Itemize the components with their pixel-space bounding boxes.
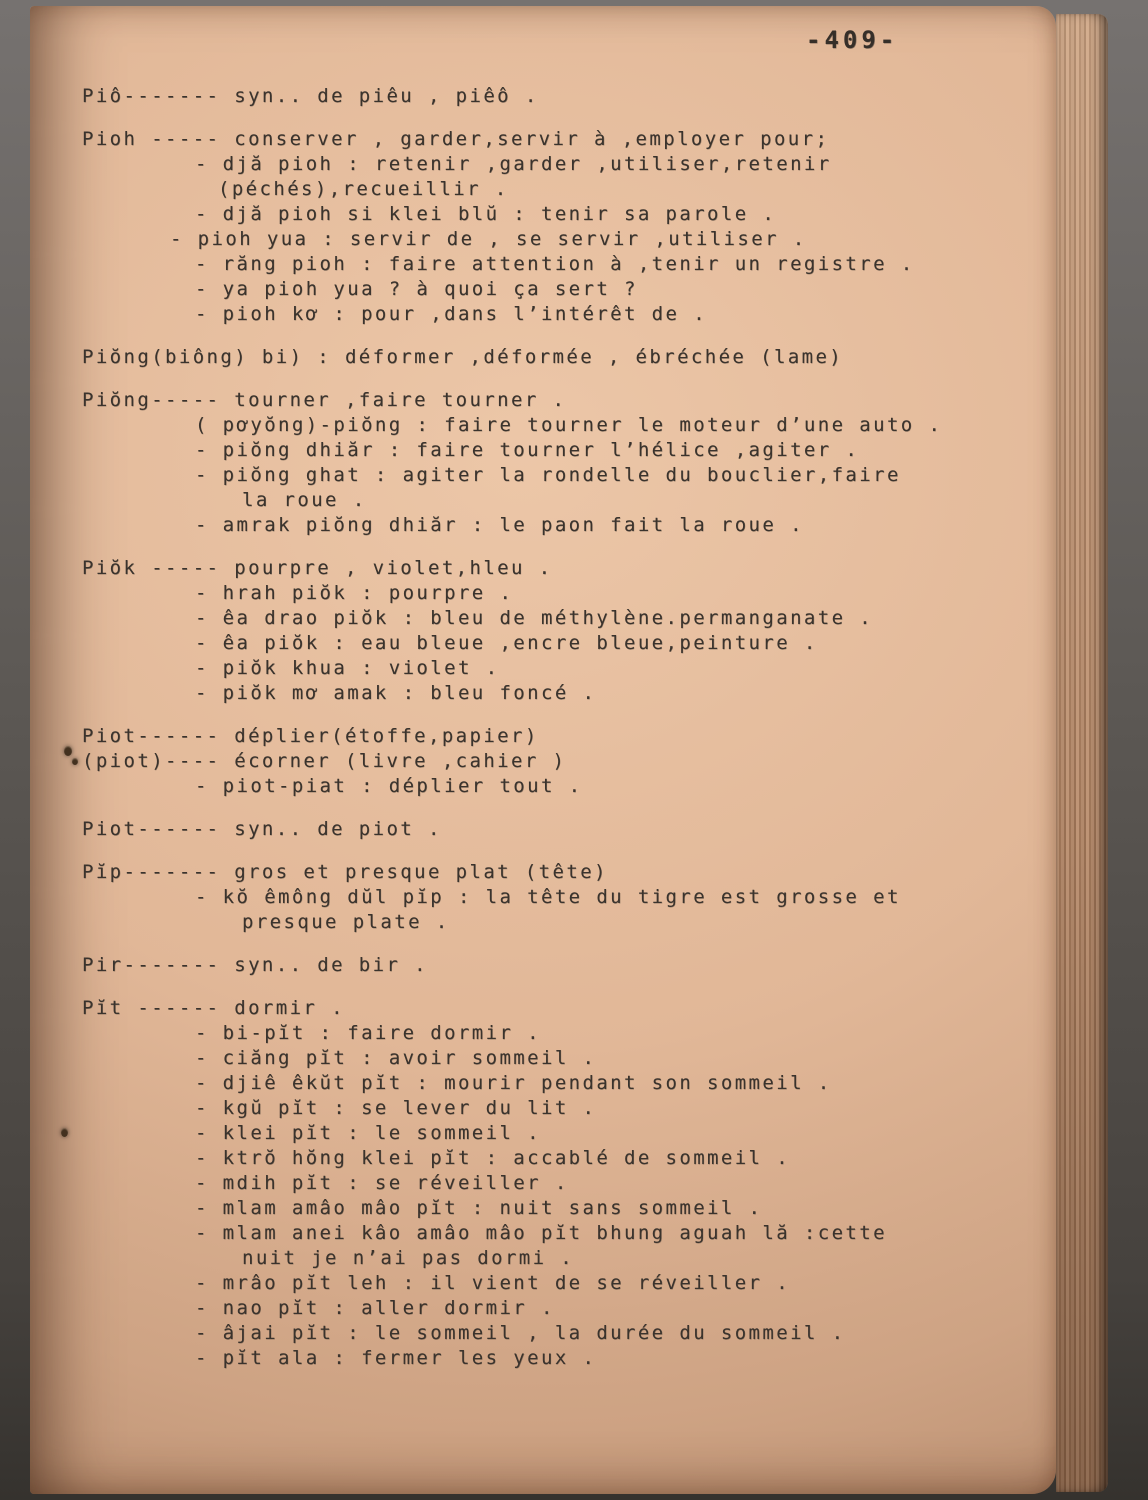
entry-line: - piŏng dhiăr : faire tourner l’hélice ,agiter . <box>195 439 860 461</box>
entry-line: - ya pioh yua ? à quoi ça sert ? <box>195 278 638 300</box>
entry-line: - ciăng pĭt : avoir sommeil . <box>195 1047 597 1069</box>
dictionary-entry <box>82 84 1022 109</box>
entry-line: - êa piŏk : eau bleue ,encre bleue,peinture . <box>195 632 818 654</box>
entry-line: - pioh yua : servir de , se servir ,utiliser . <box>170 228 807 250</box>
entry-line: - pioh kơ : pour ,dans l’intérêt de . <box>195 303 708 325</box>
dictionary-entry <box>82 556 1022 706</box>
entry-line: Pĭp------- gros et presque plat (tête) <box>82 861 608 883</box>
binding-hole <box>64 746 72 756</box>
binding-hole <box>61 1128 68 1137</box>
entry-line: - răng pioh : faire attention à ,tenir un registre . <box>195 253 915 275</box>
entry-line: - piŏng ghat : agiter la rondelle du bouclier,faire <box>195 464 901 486</box>
book-page <box>30 6 1056 1494</box>
entry-line: presque plate . <box>242 911 450 933</box>
dictionary-entry <box>82 817 1022 842</box>
dictionary-entry <box>82 345 1022 370</box>
binding-hole <box>72 758 78 765</box>
entry-line: - djiê êkŭt pĭt : mourir pendant son sommeil . <box>195 1072 832 1094</box>
entry-line: - amrak piŏng dhiăr : le paon fait la roue . <box>195 514 804 536</box>
page-number: -409- <box>806 26 899 54</box>
entry-line: - djă pioh si klei blŭ : tenir sa parole . <box>195 203 777 225</box>
entries <box>82 84 1022 1389</box>
entry-line: - ktrŏ hŏng klei pĭt : accablé de sommeil . <box>195 1147 791 1169</box>
entry-line: - âjai pĭt : le sommeil , la durée du sommeil . <box>195 1322 846 1344</box>
entry-line: nuit je n’ai pas dormi . <box>242 1247 575 1269</box>
dictionary-entry <box>82 860 1022 935</box>
dictionary-entry <box>82 996 1022 1371</box>
entry-line: - djă pioh : retenir ,garder ,utiliser,retenir <box>195 153 832 175</box>
entry-line: Piot------ syn.. de piot . <box>82 818 442 840</box>
entry-line: Piot------ déplier(étoffe,papier) <box>82 725 539 747</box>
entry-line: - mdih pĭt : se réveiller . <box>195 1172 569 1194</box>
entry-line: - mlam amâo mâo pĭt : nuit sans sommeil . <box>195 1197 763 1219</box>
dictionary-entry <box>82 388 1022 538</box>
entry-line: - kgŭ pĭt : se lever du lit . <box>195 1097 597 1119</box>
entry-line: (péchés),recueillir . <box>218 178 509 200</box>
entry-line: - pĭt ala : fermer les yeux . <box>195 1347 597 1369</box>
entry-line: - bi-pĭt : faire dormir . <box>195 1022 541 1044</box>
entry-line: Piŏk ----- pourpre , violet,hleu . <box>82 557 553 579</box>
entry-line: - piŏk mơ amak : bleu foncé . <box>195 682 597 704</box>
entry-line: ( pơyŏng)-piŏng : faire tourner le moteur d’une auto . <box>195 414 943 436</box>
entry-line: - nao pĭt : aller dormir . <box>195 1297 555 1319</box>
entry-line: Piŏng----- tourner ,faire tourner . <box>82 389 567 411</box>
entry-line: - klei pĭt : le sommeil . <box>195 1122 541 1144</box>
entry-line: - piot-piat : déplier tout . <box>195 775 583 797</box>
entry-line: - mlam anei kâo amâo mâo pĭt bhung aguah lă :cette <box>195 1222 887 1244</box>
entry-line: Pĭt ------ dormir . <box>82 997 345 1019</box>
entry-line: Piô------- syn.. de piêu , piêô . <box>82 85 539 107</box>
dictionary-entry <box>82 127 1022 327</box>
entry-line: - hrah piŏk : pourpre . <box>195 582 514 604</box>
page-edge-stack <box>1056 14 1108 1492</box>
entry-line: - kŏ êmông dŭl pĭp : la tête du tigre est grosse et <box>195 886 901 908</box>
entry-line: - piŏk khua : violet . <box>195 657 500 679</box>
entry-line: Piŏng(biông) bi) : déformer ,déformée , ébréchée (lame) <box>82 346 844 368</box>
dictionary-entry <box>82 953 1022 978</box>
entry-line: - êa drao piŏk : bleu de méthylène.permanganate . <box>195 607 874 629</box>
entry-line: Pir------- syn.. de bir . <box>82 954 428 976</box>
entry-line: (piot)---- écorner (livre ,cahier ) <box>82 750 567 772</box>
entry-line: la roue . <box>242 489 367 511</box>
entry-line: Pioh ----- conserver , garder,servir à ,employer pour; <box>82 128 830 150</box>
dictionary-entry <box>82 724 1022 799</box>
entry-line: - mrâo pĭt leh : il vient de se réveiller . <box>195 1272 791 1294</box>
